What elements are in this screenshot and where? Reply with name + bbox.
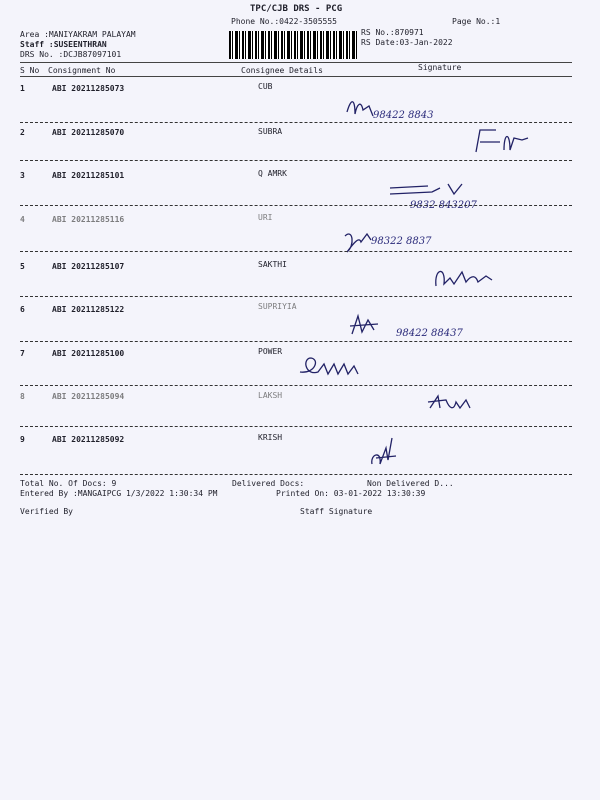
row-consignee: CUB [258, 82, 273, 91]
non-delivered-docs: Non Delivered D... [367, 479, 454, 488]
area-field: Area :MANIYAKRAM PALAYAM [20, 30, 136, 39]
row-sno: 9 [20, 435, 25, 444]
col-header-consignee: Consignee Details [241, 66, 323, 75]
row-consignment: ABI 20211285092 [52, 435, 125, 444]
barcode [229, 31, 357, 59]
printed-on: Printed On: 03-01-2022 13:30:39 [276, 489, 426, 498]
row-divider [20, 296, 572, 297]
row-divider [20, 160, 572, 161]
row-sno: 5 [20, 262, 25, 271]
row-sno: 8 [20, 392, 25, 401]
signature-1 [343, 96, 433, 130]
row-sno: 2 [20, 128, 25, 137]
row-consignment: ABI 20211285070 [52, 128, 125, 137]
delivered-docs: Delivered Docs: [232, 479, 305, 488]
row-divider [20, 122, 572, 123]
row-consignee: POWER [258, 347, 283, 356]
row-consignee: SAKTHI [258, 260, 287, 269]
row-consignment: ABI 20211285101 [52, 171, 125, 180]
signature-phone: 9832 843207 [410, 200, 477, 211]
entered-by: Entered By :MANGAIPCG 1/3/2022 1:30:34 PM [20, 489, 218, 498]
signature-phone: 98322 8837 [371, 236, 432, 247]
signature-4 [343, 226, 443, 262]
col-header-sno: S No [20, 66, 40, 75]
signature-phone: 98422 88437 [396, 328, 463, 339]
signature-5 [432, 262, 512, 296]
row-divider [20, 341, 572, 342]
row-sno: 4 [20, 215, 25, 224]
total-docs: Total No. Of Docs: 9 [20, 479, 117, 488]
signature-8 [426, 390, 496, 420]
col-header-signature: Signature [418, 63, 462, 72]
col-header-consignment: Consignment No [48, 66, 116, 75]
row-sno: 3 [20, 171, 25, 180]
rs-number: RS No.:870971 [361, 28, 424, 37]
phone-number: Phone No.:0422-3505555 [231, 17, 337, 26]
row-sno: 6 [20, 305, 25, 314]
row-divider [20, 426, 572, 427]
signature-3 [388, 180, 508, 216]
columns-divider [20, 76, 572, 77]
staff-field: Staff :SUSEENTHRAN [20, 40, 107, 49]
signature-7 [296, 352, 386, 386]
document-title: TPC/CJB DRS - PCG [250, 4, 343, 14]
page-number: Page No.:1 [452, 17, 501, 26]
row-consignment: ABI 20211285116 [52, 215, 125, 224]
row-consignment: ABI 20211285122 [52, 305, 125, 314]
signature-2 [470, 124, 550, 164]
rs-date: RS Date:03-Jan-2022 [361, 38, 453, 47]
row-divider [20, 385, 572, 386]
row-sno: 1 [20, 84, 25, 93]
row-consignee: SUPRIYIA [258, 302, 297, 311]
row-consignment: ABI 20211285100 [52, 349, 125, 358]
row-consignment: ABI 20211285107 [52, 262, 125, 271]
signature-9 [366, 434, 426, 478]
header-divider [20, 62, 572, 63]
signature-phone: 98422 8843 [373, 110, 434, 121]
row-sno: 7 [20, 349, 25, 358]
row-consignee: SUBRA [258, 127, 283, 136]
row-consignment: ABI 20211285094 [52, 392, 125, 401]
row-divider [20, 474, 572, 475]
row-divider [20, 251, 572, 252]
row-consignee: Q AMRK [258, 169, 287, 178]
row-consignee: LAKSH [258, 391, 283, 400]
drs-number: DRS No. :DCJB87097101 [20, 50, 122, 59]
verified-by: Verified By [20, 507, 73, 516]
row-consignment: ABI 20211285073 [52, 84, 125, 93]
staff-signature: Staff Signature [300, 507, 373, 516]
row-consignee: URI [258, 213, 273, 222]
row-divider [20, 205, 572, 206]
row-consignee: KRISH [258, 433, 283, 442]
